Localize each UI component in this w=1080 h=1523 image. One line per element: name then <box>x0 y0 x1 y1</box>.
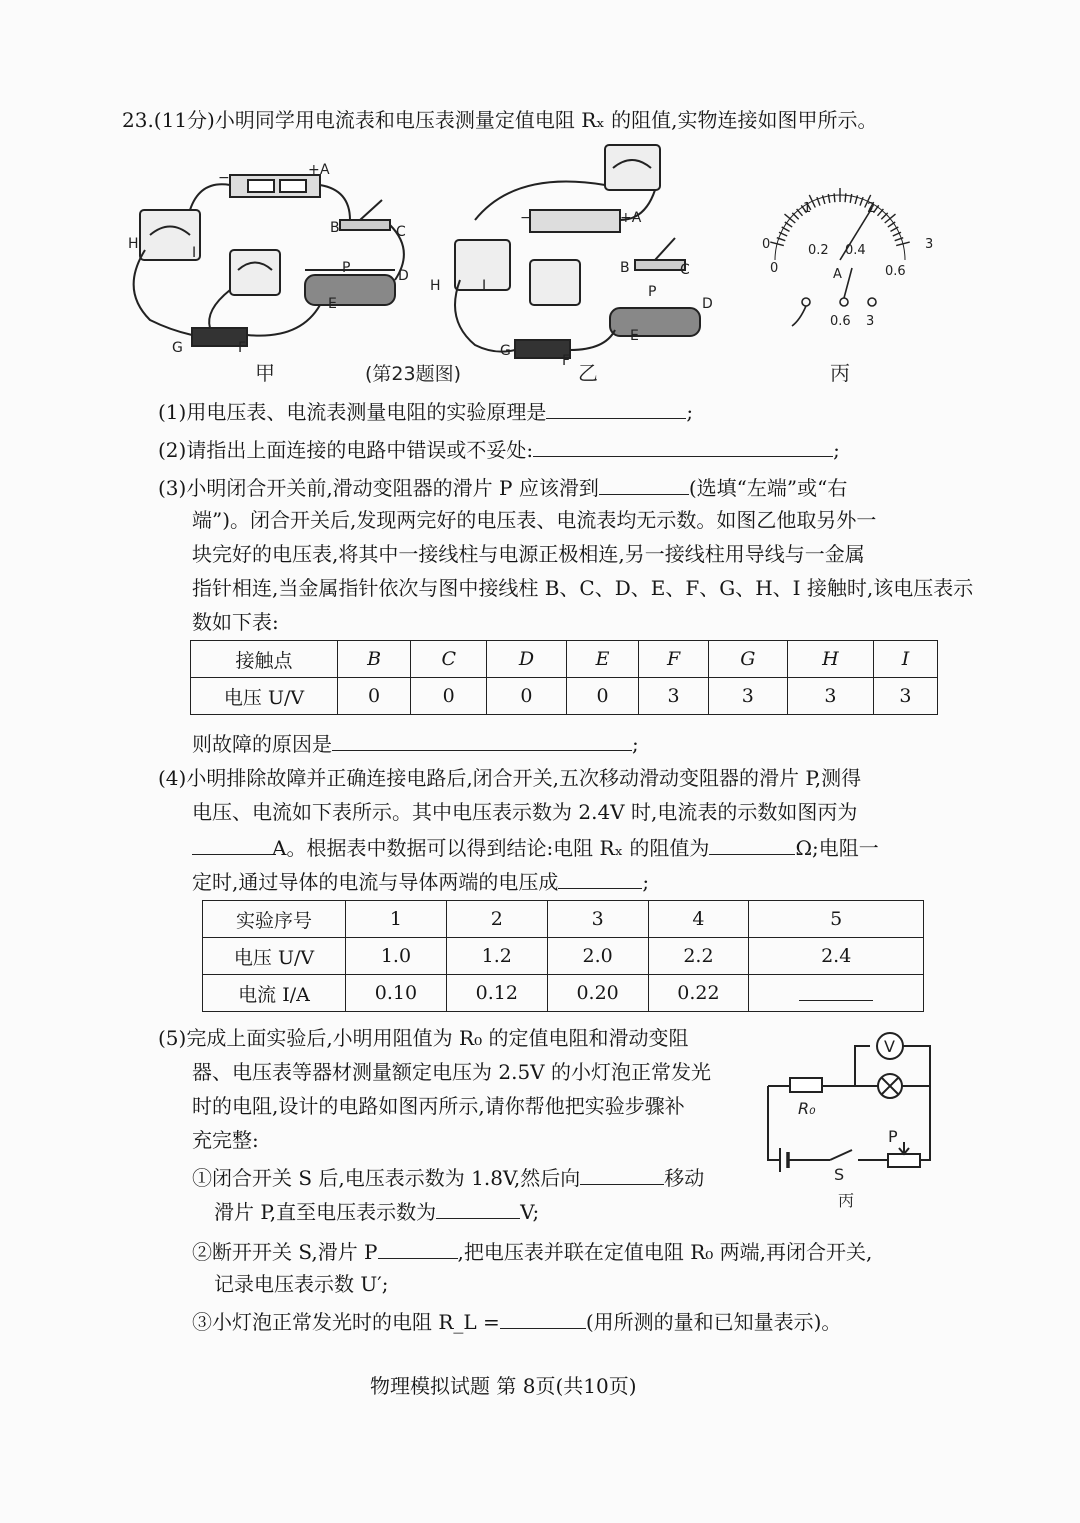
table1-cell: 3 <box>787 678 873 715</box>
circuit-bing <box>760 1030 940 1215</box>
table1-cell: E <box>566 641 639 678</box>
svg-text:−: − <box>520 210 532 226</box>
step-1-line-2 <box>214 1198 539 1224</box>
table1-cell: 接触点 <box>191 641 338 678</box>
table2-cell: 0.20 <box>547 975 648 1012</box>
answer-blank-3a[interactable] <box>599 474 689 495</box>
table2-cell: 5 <box>749 901 924 938</box>
scale-bottom-04: 0.4 <box>845 243 866 258</box>
table1-cell: 3 <box>639 678 708 715</box>
part-3-after <box>192 730 639 756</box>
table2-cell: 1 <box>346 901 447 938</box>
meter-tick <box>845 193 846 202</box>
figure-yi-circuit <box>455 145 700 358</box>
scale-top-2: 2 <box>867 201 876 216</box>
table2-cell: 实验序号 <box>203 901 346 938</box>
table2-cell: 2.0 <box>547 938 648 975</box>
table1-cell: H <box>787 641 873 678</box>
table1-header-row <box>191 641 938 678</box>
svg-text:B: B <box>620 260 630 276</box>
meter-tick <box>878 209 884 216</box>
meter-tick <box>792 213 798 219</box>
table2-row <box>203 901 924 938</box>
label-yi: 乙 <box>578 361 598 385</box>
part-3-line-5: 数如下表: <box>192 610 279 634</box>
part-5-line-1: (5)完成上面实验后,小明用阻值为 R₀ 的定值电阻和滑动变阻 <box>158 1026 689 1050</box>
figure-jia-circuit <box>134 175 404 346</box>
answer-blank-4b[interactable] <box>709 834 795 855</box>
part-4-line-4 <box>192 868 649 894</box>
circuit-label-bing: 丙 <box>838 1191 855 1210</box>
svg-text:D: D <box>398 268 409 284</box>
page-footer: 物理模拟试题 第 8页(共10页) <box>370 1374 637 1398</box>
table2-cell: 0.10 <box>346 975 447 1012</box>
label-jia: 甲 <box>255 361 275 385</box>
svg-text:I: I <box>192 245 197 261</box>
table1-cell: B <box>338 641 411 678</box>
figure-caption: (第23题图) <box>365 363 462 385</box>
table1-cell: I <box>873 641 937 678</box>
ammeter-dial <box>775 195 905 260</box>
answer-blank-5c[interactable] <box>378 1238 458 1259</box>
step-1-text-c: 滑片 P,直至电压表示数为 <box>214 1200 437 1224</box>
part-4-line-3 <box>192 834 879 860</box>
circuit-label-s: S <box>834 1165 845 1184</box>
part-4-text-b: Ω;电阻一 <box>795 836 879 860</box>
svg-text:P: P <box>648 284 657 300</box>
rheostat-symbol <box>888 1154 920 1167</box>
part-3-line-4: 指针相连,当金属指针依次与图中接线柱 B、C、D、E、F、G、H、I 接触时,该电压表示 <box>192 576 974 600</box>
table2-cell[interactable] <box>749 975 924 1012</box>
svg-text:E: E <box>630 328 639 344</box>
table2-cell: 电压 U/V <box>203 938 346 975</box>
step-3-text-b: (用所测的量和已知量表示)。 <box>585 1310 842 1334</box>
resistor-r0-symbol <box>790 1078 822 1092</box>
table2-row <box>203 975 924 1012</box>
answer-blank-5a[interactable] <box>580 1164 664 1185</box>
part-4-line-2: 电压、电流如下表所示。其中电压表示数为 2.4V 时,电流表的示数如图丙为 <box>192 800 858 824</box>
table1-cell: C <box>411 641 487 678</box>
svg-text:P: P <box>342 260 351 276</box>
meter-tick <box>834 193 835 202</box>
step-3-text-a: ③小灯泡正常发光时的电阻 R_L = <box>192 1310 500 1334</box>
contact-voltage-table <box>190 640 938 715</box>
table1-cell: 电压 U/V <box>191 678 338 715</box>
step-2-line-1 <box>192 1238 872 1264</box>
part-3-after-text: 则故障的原因是 <box>192 732 332 756</box>
svg-text:D: D <box>702 296 713 312</box>
part-3-text-a: (3)小明闭合开关前,滑动变阻器的滑片 P 应该滑到 <box>158 476 599 500</box>
table2-cell: 1.0 <box>346 938 447 975</box>
scale-bottom-02: 0.2 <box>808 243 829 258</box>
circuit-label-p: P <box>888 1127 898 1146</box>
part-3-line-2: 端”)。闭合开关后,发现两完好的电压表、电流表均无示数。如图乙他取另外一 <box>192 508 877 532</box>
step-2-text-b: ,把电压表并联在定值电阻 R₀ 两端,再闭合开关, <box>457 1240 873 1264</box>
answer-blank-4c[interactable] <box>558 868 642 889</box>
svg-text:B: B <box>330 220 340 236</box>
experiment-data-table <box>202 900 924 1012</box>
table1-cell: 0 <box>487 678 566 715</box>
svg-text:I: I <box>482 278 487 294</box>
table1-cell: 0 <box>338 678 411 715</box>
step-2-text-a: ②断开开关 S,滑片 P <box>192 1240 378 1264</box>
part-5-line-2: 器、电压表等器材测量额定电压为 2.5V 的小灯泡正常发光 <box>192 1060 711 1084</box>
question-title: 23.(11分)小明同学用电流表和电压表测量定值电阻 Rₓ 的阻值,实物连接如图甲所示。 <box>122 108 878 132</box>
part-3-line-1 <box>158 474 847 500</box>
circuit-label-r0: R₀ <box>798 1099 816 1118</box>
svg-text:C: C <box>680 262 690 278</box>
part-3-text-b: (选填“左端”或“右 <box>688 476 848 500</box>
svg-text:E: E <box>328 296 337 312</box>
scale-bottom-0: 0 <box>770 261 779 276</box>
part-4-text-c: 定时,通过导体的电流与导体两端的电压成 <box>192 870 559 894</box>
step-1-text-b: 移动 <box>664 1166 705 1190</box>
svg-text:+A: +A <box>620 210 642 226</box>
part-4-end: ; <box>642 870 650 894</box>
part-1-end: ; <box>686 400 694 424</box>
scale-top-1: 1 <box>803 201 812 216</box>
table1-cell: 0 <box>411 678 487 715</box>
ammeter-labels <box>762 201 933 329</box>
svg-text:H: H <box>128 236 139 252</box>
svg-text:A: A <box>320 162 330 178</box>
table2-cell: 1.2 <box>446 938 547 975</box>
scale-bottom-06: 0.6 <box>885 264 906 279</box>
part-1 <box>158 398 693 424</box>
table2-cell: 2.4 <box>749 938 924 975</box>
meter-tick <box>885 214 896 223</box>
table1-cell: G <box>708 641 787 678</box>
part-5-line-3: 时的电阻,设计的电路如图丙所示,请你帮他把实验步骤补 <box>192 1094 685 1118</box>
meter-tick <box>881 213 887 219</box>
terminal-06: 0.6 <box>830 314 851 329</box>
table1-value-row <box>191 678 938 715</box>
svg-text:G: G <box>172 340 183 356</box>
figure-23 <box>120 140 960 400</box>
part-2-end: ; <box>833 438 840 462</box>
svg-text:−: − <box>218 170 230 186</box>
meter-tick <box>785 214 796 223</box>
svg-text:C: C <box>396 224 406 240</box>
step-1-line-1 <box>192 1164 704 1190</box>
part-3-line-3: 块完好的电压表,将其中一接线柱与电源正极相连,另一接线柱用导线与一金属 <box>192 542 865 566</box>
answer-blank-5d[interactable] <box>500 1308 586 1329</box>
part-1-text: (1)用电压表、电流表测量电阻的实验原理是 <box>158 400 547 424</box>
svg-text:+: + <box>308 162 320 178</box>
answer-blank-4a[interactable] <box>192 834 272 855</box>
answer-blank-1[interactable] <box>546 398 686 419</box>
part-3-after-end: ; <box>632 732 639 756</box>
step-3-line <box>192 1308 841 1334</box>
part-5-line-4: 充完整: <box>192 1128 259 1152</box>
scale-top-3: 3 <box>925 237 934 252</box>
meter-tick <box>797 209 803 216</box>
label-bing: 丙 <box>830 361 850 385</box>
table1-cell: D <box>487 641 566 678</box>
table2-cell: 3 <box>547 901 648 938</box>
table2-row <box>203 938 924 975</box>
scale-top-0: 0 <box>762 237 771 252</box>
answer-blank-2[interactable] <box>533 436 833 457</box>
step-2-line-2: 记录电压表示数 U′; <box>214 1272 389 1296</box>
table2-cell: 2.2 <box>648 938 749 975</box>
table1-cell: F <box>639 641 708 678</box>
meter-unit: A <box>833 267 842 282</box>
terminal-3: 3 <box>866 314 875 329</box>
answer-blank-table[interactable] <box>799 980 873 1001</box>
table1-cell: 3 <box>873 678 937 715</box>
step-1-text-d: V; <box>520 1200 540 1224</box>
table2-cell: 0.12 <box>446 975 547 1012</box>
svg-text:F: F <box>238 340 247 356</box>
table1-cell: 0 <box>566 678 639 715</box>
table2-cell: 4 <box>648 901 749 938</box>
answer-blank-5b[interactable] <box>436 1198 520 1219</box>
svg-text:H: H <box>430 278 441 294</box>
part-4-line-1: (4)小明排除故障并正确连接电路后,闭合开关,五次移动滑动变阻器的滑片 P,测得 <box>158 766 862 790</box>
svg-text:G: G <box>500 343 511 359</box>
svg-text:F: F <box>562 353 571 369</box>
part-4-text-a: A。根据表中数据可以得到结论:电阻 Rₓ 的阻值为 <box>272 836 710 860</box>
answer-blank-3b[interactable] <box>332 730 632 751</box>
part-2 <box>158 436 840 462</box>
part-2-text: (2)请指出上面连接的电路中错误或不妥处: <box>158 438 534 462</box>
table2-cell: 0.22 <box>648 975 749 1012</box>
step-1-text-a: ①闭合开关 S 后,电压表示数为 1.8V,然后向 <box>192 1166 581 1190</box>
table2-cell: 电流 I/A <box>203 975 346 1012</box>
table2-cell: 2 <box>446 901 547 938</box>
table1-cell: 3 <box>708 678 787 715</box>
circuit-label-v: V <box>884 1037 895 1056</box>
